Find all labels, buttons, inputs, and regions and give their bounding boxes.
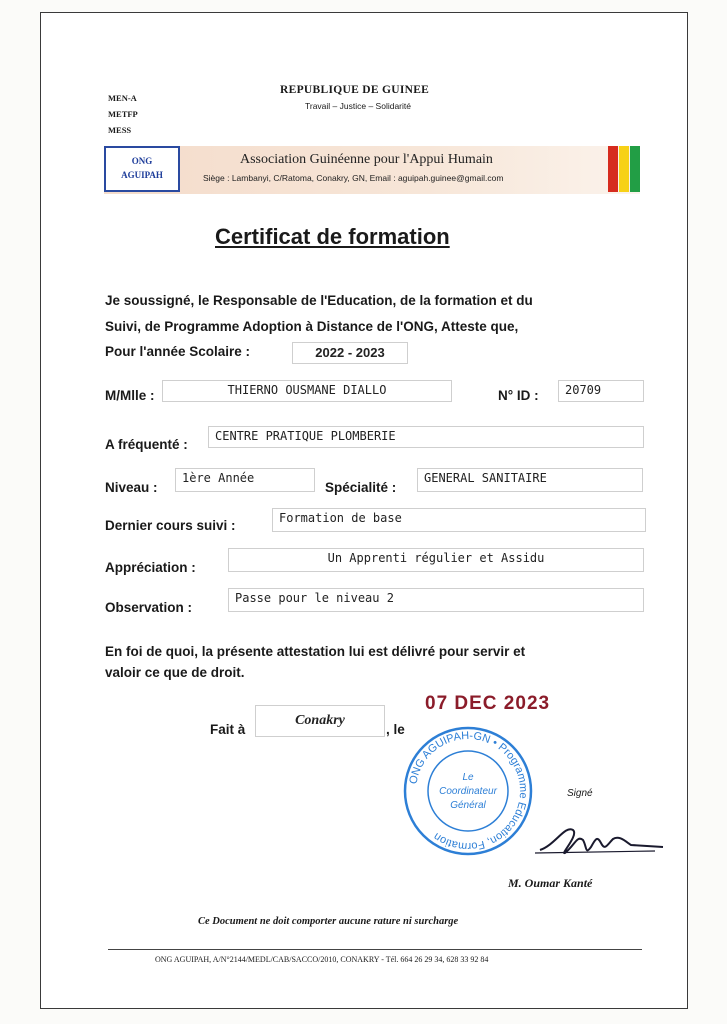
intro-line-2: Suivi, de Programme Adoption à Distance de l'ONG, Atteste que, [105, 319, 519, 334]
certificate-title: Certificat de formation [215, 224, 450, 249]
org-address: Siège : Lambanyi, C/Ratoma, Conakry, GN, Email : aguipah.guinee@gmail.com [203, 173, 504, 183]
cours-label: Dernier cours suivi : [105, 518, 236, 533]
stamp-line-1: Le [462, 772, 474, 783]
le-label: , le [386, 722, 405, 737]
republic-title: REPUBLIQUE DE GUINEE [280, 84, 430, 96]
specialite-label: Spécialité : [325, 480, 397, 495]
nom-label: M/Mlle : [105, 388, 155, 403]
national-motto: Travail – Justice – Solidarité [305, 101, 411, 111]
stamp-line-2: Coordinateur [439, 786, 497, 797]
document-note: Ce Document ne doit comporter aucune rature ni surcharge [198, 916, 459, 927]
logo-line-1: ONG [131, 156, 153, 166]
guinea-flag-icon [608, 146, 640, 192]
ministries-list [108, 90, 138, 138]
intro-paragraph [105, 288, 650, 340]
stamp-line-3: Général [450, 800, 486, 811]
closing-paragraph [105, 641, 650, 683]
closing-line-1: En foi de quoi, la présente attestation lui est délivré pour servir et [105, 644, 526, 659]
footer-text: ONG AGUIPAH, A/N°2144/MEDL/CAB/SACCO/2010, CONAKRY - Tél. 664 26 29 34, 628 33 92 84 [155, 955, 489, 964]
annee-field: 2022 - 2023 [292, 342, 408, 364]
nom-field: THIERNO OUSMANE DIALLO [162, 380, 452, 402]
official-stamp-icon [402, 725, 534, 857]
signe-label: Signé [567, 788, 593, 799]
closing-line-2: valoir ce que de droit. [105, 665, 245, 680]
niveau-label: Niveau : [105, 480, 158, 495]
fait-label: Fait à [210, 722, 246, 737]
fait-field: Conakry [255, 705, 385, 737]
org-name: Association Guinéenne pour l'Appui Humain [240, 152, 493, 167]
ministry-2: METFP [108, 109, 138, 119]
frequente-label: A fréquenté : [105, 437, 188, 452]
logo-line-2: AGUIPAH [121, 170, 163, 180]
signatory-name: M. Oumar Kanté [508, 876, 593, 890]
appreciation-label: Appréciation : [105, 560, 196, 575]
appreciation-field: Un Apprenti régulier et Assidu [228, 548, 644, 572]
footer-divider [108, 949, 642, 950]
annee-label: Pour l'année Scolaire : [105, 344, 251, 359]
cours-field: Formation de base [272, 508, 646, 532]
observation-field: Passe pour le niveau 2 [228, 588, 644, 612]
id-field: 20709 [558, 380, 644, 402]
stamp-outer-text: ONG AGUIPAH-GN • Programme Education, Formation [407, 729, 530, 853]
niveau-field: 1ère Année [175, 468, 315, 492]
specialite-field: GENERAL SANITAIRE [417, 468, 643, 492]
frequente-field: CENTRE PRATIQUE PLOMBERIE [208, 426, 644, 448]
ministry-1: MEN-A [108, 93, 137, 103]
org-logo [104, 146, 180, 192]
ministry-3: MESS [108, 125, 132, 135]
intro-line-1: Je soussigné, le Responsable de l'Education, de la formation et du [105, 293, 533, 308]
signature-icon [535, 805, 665, 865]
date-stamp: 07 DEC 2023 [425, 693, 551, 714]
observation-label: Observation : [105, 600, 193, 615]
id-label: N° ID : [498, 388, 539, 403]
